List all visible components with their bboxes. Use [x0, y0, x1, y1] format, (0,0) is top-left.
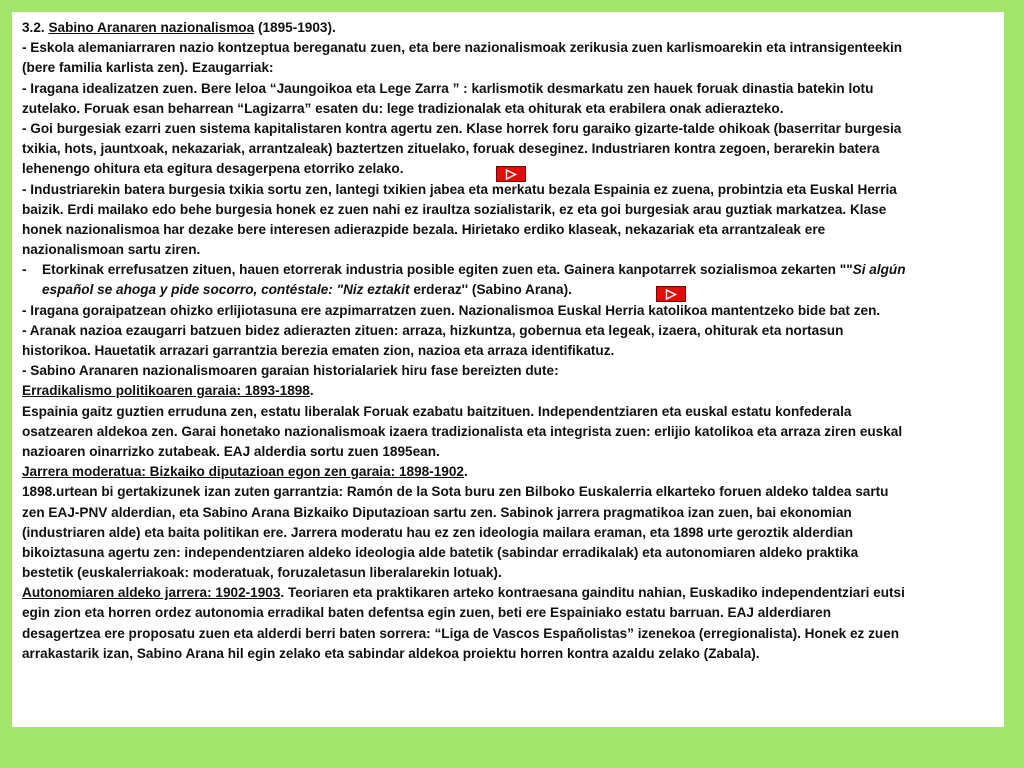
- text-line: - Eskola alemaniarraren nazio kontzeptua bereganatu zuen, eta bere nazionalismoak zerikusia zuen karlismoarekin eta intransigenteekin: [22, 40, 903, 56]
- play-button-2[interactable]: [656, 286, 686, 302]
- text-line: bestetik (euskalerriakoak: moderatuak, foruzaletasun liberalarekin lotuak).: [22, 565, 502, 581]
- text-line: osatzearen aldekoa zen. Garai honetako nazionalismoak izaera tradizionalista eta integrista zuen: erlijio katolikoa eta arraza ziren euskal: [22, 423, 903, 439]
- phase-heading: Jarrera moderatua: Bizkaiko diputazioan egon zen garaia: 1898-1902.: [22, 464, 468, 480]
- text-line: Espainia gaitz guztien erruduna zen, estatu liberalak Foruak ezabatu baitzituen. Independentziaren eta euskal estatu konfederala: [22, 403, 852, 419]
- text-line: honek nazionalismoa har dezake bere interesen adierazpide bezala. Hirietako erdiko klaseak, nekazariak eta arrantzaleak ere: [22, 221, 826, 237]
- document-text: [22, 18, 998, 664]
- quote-italic: Niz eztakit: [343, 282, 410, 298]
- text-line: - Aranak nazioa ezaugarri batzuen bidez adierazten zituen: arraza, hizkuntza, gobernua eta legeak, izaera, ohiturak eta nortasun: [22, 322, 844, 338]
- play-button-1[interactable]: [496, 166, 526, 182]
- text-line: - Sabino Aranaren nazionalismoaren garaian historialariek hiru fase bereizten dute:: [22, 363, 559, 379]
- phase-heading: Erradikalismo politikoaren garaia: 1893-1898.: [22, 383, 314, 399]
- text-line: (bere familia karlista zen). Ezaugarriak:: [22, 60, 274, 76]
- text-line: baizik. Erdi mailako edo behe burgesia honek ez zuen nahi ez iraultza sozialistarik, ez eta goi burgesiak arau guztiak markatzea. Klase: [22, 201, 887, 217]
- section-heading: 3.2. Sabino Aranaren nazionalismoa (1895-1903).: [22, 20, 336, 35]
- text-line: nazionalismoan sartu ziren.: [22, 242, 201, 258]
- play-icon: [505, 169, 517, 180]
- heading-title: Sabino Aranaren nazionalismoa: [48, 20, 255, 35]
- bullet-line: - Etorkinak errefusatzen zituen, hauen etorrerak industria posible egiten zuen eta. Gainera kanpotarrek sozialismoa zekarten ""Si algún: [22, 260, 998, 280]
- text-line: - Iragana goraipatzean ohizko erlijiotasuna ere azpimarratzen zuen. Nazionalismoa Euskal Herria katolikoa mantentzeko bide bat zen.: [22, 302, 881, 318]
- bullet-continuation: español se ahoga y pide socorro, contéstale: "Niz eztakit erderaz'' (Sabino Arana).: [42, 282, 572, 298]
- text-line: desagertzea ere proposatu zuen eta alderdi berri baten sorrera: “Liga de Vascos Españolistas” izenekoa (erregionalista). Honek ez zuen: [22, 625, 900, 641]
- text-line: arrakastarik izan, Sabino Arana hil egin zelako eta sabindar aldekoa proiektu horren kontra azaldu zelako (Zabala).: [22, 645, 760, 661]
- text-line: zen EAJ-PNV alderdian, eta Sabino Arana Bizkaiko Diputazioan sartu zen. Sabinok jarrera pragmatikoa izan zuen, bai ekonomian: [22, 504, 852, 520]
- text-line: (industriaren alde) eta baita politikan ere. Jarrera moderatu hau ez zen ideologia mailara eraman, eta 1898 urte geroztik alderdian: [22, 524, 854, 540]
- phase-heading: Autonomiaren aldeko jarrera: 1902-1903. Teoriaren eta praktikaren arteko kontraesana gainditu nahian, Euskadiko independentziari eutsi: [22, 585, 905, 601]
- text-line: - Industriarekin batera burgesia txikia sortu zen, lantegi txikien jabea eta merkatu bezala Espainia ez zuena, probintzia eta Euskal Herria: [22, 181, 897, 197]
- text-line: txikia, hots, jauntxoak, nekazariak, arrantzaleak) baztertzen zituelako, foruak deseginez. Industriaren kontra zegoen, berarekin batera: [22, 141, 880, 157]
- text-line: egin zion eta horren ordez autonomia erradikal baten defentsa egin zuen, beti ere Espainiako estatu barruan. EAJ alderdiaren: [22, 605, 832, 621]
- quote-italic: Si algún: [852, 262, 906, 278]
- text-line: - Goi burgesiak ezarri zuen sistema kapitalistaren kontra agertu zen. Klase horrek foru garaiko gizarte-talde ohikoak (baserritar burgesia: [22, 120, 902, 136]
- text-line: - Iragana idealizatzen zuen. Bere leloa “Jaungoikoa eta Lege Zarra ” : karlismotik desmarkatu zen hauek foruak dinastia batekin lotu: [22, 80, 874, 96]
- text-line: zutelako. Foruak esan beharrean “Lagizarra” esaten du: lege tradizionalak eta ohiturak eta erabilera onak adierazteko.: [22, 100, 784, 116]
- quote-italic: español se ahoga y pide socorro, contéstale: ": [42, 282, 344, 298]
- text-line: nazioaren oinarrizko zutabeak. EAJ alderdia sortu zuen 1895ean.: [22, 443, 440, 459]
- slide-page: [12, 12, 1004, 727]
- text-line: lehenengo ohitura eta egitura desagerpena etorriko zelako.: [22, 161, 404, 177]
- text-line: bikoiztasuna agertu zen: independentziaren aldeko ideologia alde batetik (sabindar erradikalak) eta autonomiaren aldeko praktika: [22, 544, 859, 560]
- bullet-dash: -: [22, 262, 27, 278]
- text-line: 1898.urtean bi gertakizunek izan zuten garrantzia: Ramón de la Sota buru zen Bilboko Euskalerria elkarteko foruen aldeko taldea sartu: [22, 484, 889, 500]
- text-line: historikoa. Hauetatik arrazari garrantzia berezia ematen zion, nazioa eta arraza identifikatuz.: [22, 343, 615, 358]
- play-icon: [665, 289, 677, 300]
